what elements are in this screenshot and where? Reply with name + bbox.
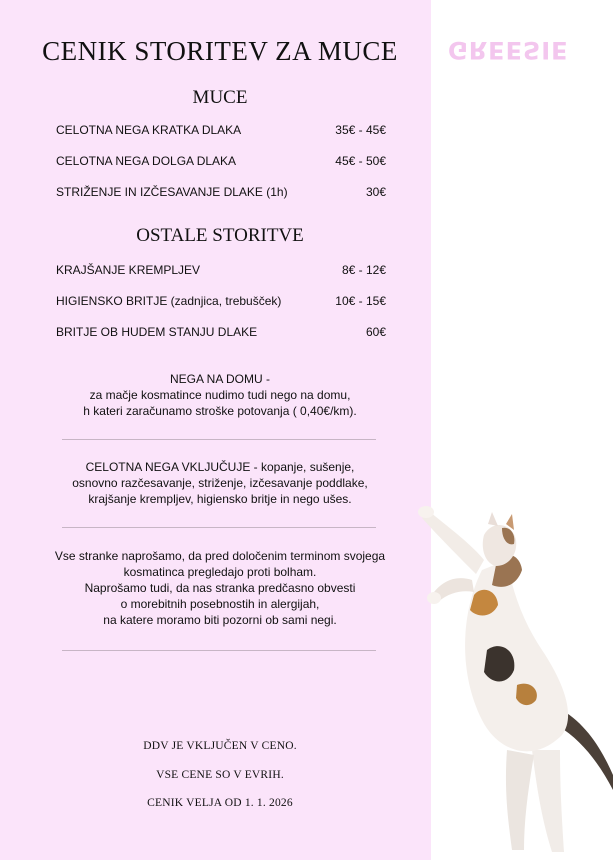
- section-heading-muce: MUCE: [192, 87, 248, 108]
- currency-note: VSE CENE SO V EVRIH.: [156, 769, 284, 781]
- page-title: CENIK STORITEV ZA MUCE: [42, 36, 398, 66]
- notice-line: na katere moramo biti pozorni ob sami negi.: [103, 613, 337, 627]
- calico-cat-standing-icon: [412, 500, 613, 860]
- notice-line: Naprošamo tudi, da nas stranka predčasno obvesti: [84, 581, 356, 595]
- service-name: CELOTNA NEGA KRATKA DLAKA: [56, 123, 242, 137]
- notice-line: kosmatinca pregledajo proti bolham.: [123, 565, 317, 579]
- home-care-line: za mačje kosmatince nudimo tudi nego na domu,: [89, 388, 351, 402]
- service-price: 45€ - 50€: [335, 154, 386, 168]
- customer-notice: [20, 548, 420, 628]
- notice-line: Vse stranke naprošamo, da pred določenim terminom svojega: [54, 549, 386, 563]
- service-name: CELOTNA NEGA DOLGA DLAKA: [56, 154, 237, 168]
- service-price: 10€ - 15€: [335, 294, 386, 308]
- includes-line: osnovno razčesavanje, striženje, izčesavanje poddlake,: [72, 476, 368, 490]
- includes-line: CELOTNA NEGA VKLJUČUJE - kopanje, sušenje,: [85, 460, 355, 474]
- divider: [62, 650, 376, 651]
- validity-note: CENIK VELJA OD 1. 1. 2026: [147, 797, 293, 809]
- service-price: 60€: [365, 325, 386, 339]
- divider: [62, 439, 376, 440]
- service-name: HIGIENSKO BRITJE (zadnjica, trebušček): [56, 294, 282, 308]
- home-care-line: h kateri zaračunamo stroške potovanja ( 0,40€/km).: [83, 404, 357, 418]
- brand-logo: GREESIE: [448, 36, 569, 64]
- service-price: 8€ - 12€: [341, 263, 386, 277]
- home-care-line: NEGA NA DOMU -: [169, 372, 270, 386]
- includes-line: krajšanje kremplje​v, higiensko britje in nego ušes.: [88, 492, 352, 506]
- divider: [62, 527, 376, 528]
- price-row: [56, 185, 386, 201]
- service-name: BRITJE OB HUDEM STANJU DLAKE: [56, 325, 258, 339]
- vat-note: DDV JE VKLJUČEN V CENO.: [143, 740, 297, 752]
- service-price: 35€ - 45€: [335, 123, 386, 137]
- includes-note: [20, 459, 420, 507]
- service-name: KRAJŠANJE KREMPLJEV: [56, 263, 201, 277]
- price-row: [56, 294, 386, 310]
- price-row: [56, 263, 386, 279]
- home-care-note: [20, 371, 420, 419]
- service-name: STRIŽENJE IN IZČESAVANJE DLAKE (1h): [56, 185, 288, 199]
- section-heading-ostale-storitve: OSTALE STORITVE: [136, 225, 304, 246]
- price-row: [56, 325, 386, 341]
- price-row: [56, 123, 386, 139]
- service-price: 30€: [365, 185, 386, 199]
- price-row: [56, 154, 386, 170]
- notice-line: o morebitnih posebnostih in alergijah,: [120, 597, 320, 611]
